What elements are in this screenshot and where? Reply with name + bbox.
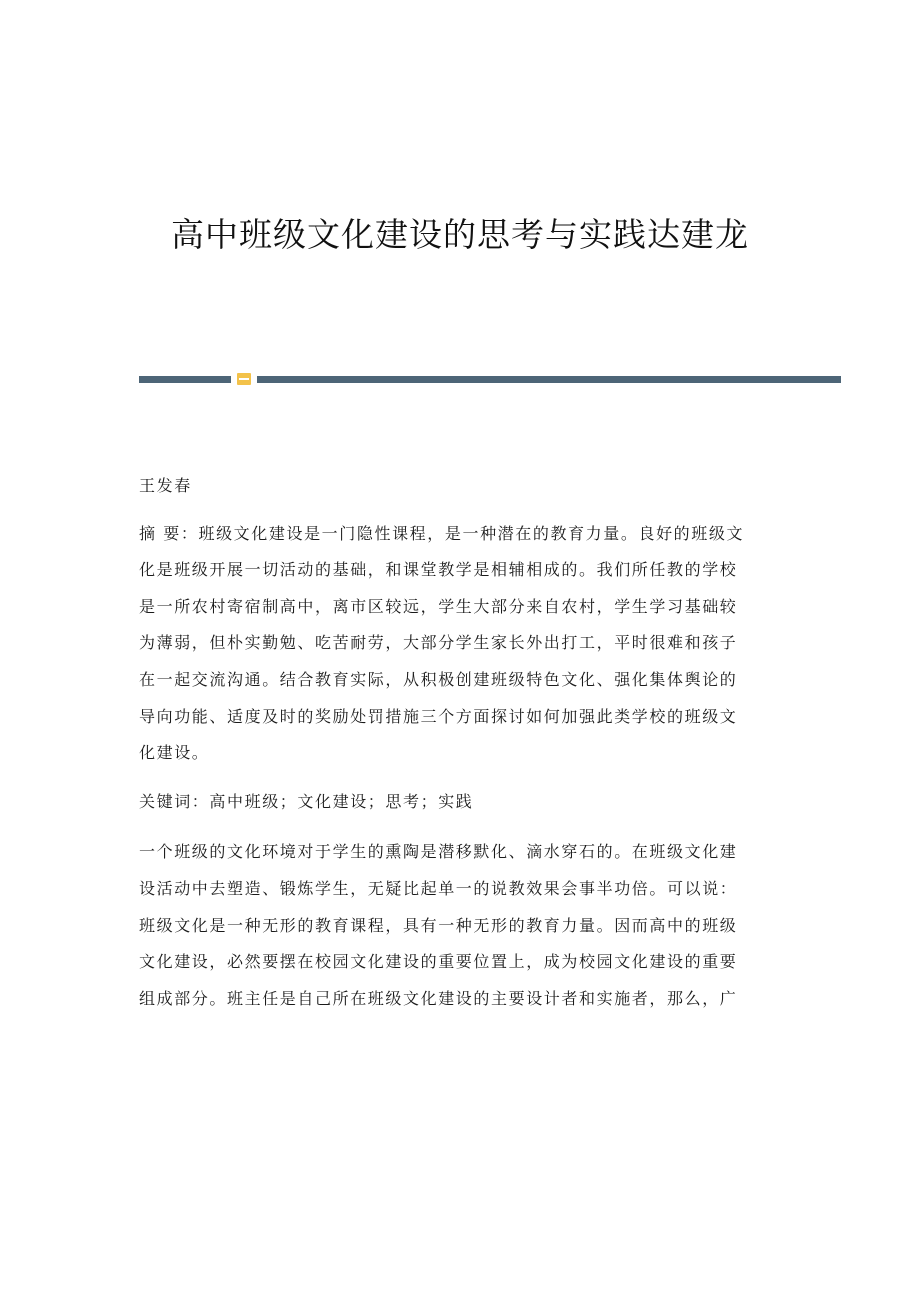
- abstract-paragraph: [139, 516, 784, 772]
- body-line: 文化建设，必然要摆在校园文化建设的重要位置上，成为校园文化建设的重要: [139, 952, 738, 972]
- body-paragraph: [139, 834, 784, 1017]
- title-divider: [139, 372, 841, 386]
- document-body: [139, 468, 784, 1017]
- abstract-line: 化是班级开展一切活动的基础，和课堂教学是相辅相成的。我们所任教的学校: [139, 560, 738, 580]
- author-name: 王发春: [139, 476, 192, 495]
- body-line: 班级文化是一种无形的教育课程，具有一种无形的教育力量。因而高中的班级: [139, 915, 738, 935]
- divider-bar-left: [139, 376, 231, 383]
- abstract-line: 化建设。: [139, 743, 210, 763]
- body-line: 设活动中去塑造、锻炼学生，无疑比起单一的说教效果会事半功倍。可以说：: [139, 878, 738, 898]
- abstract-line: 摘 要：班级文化建设是一门隐性课程，是一种潜在的教育力量。良好的班级文: [139, 523, 745, 543]
- abstract-line: 是一所农村寄宿制高中，离市区较远，学生大部分来自农村，学生学习基础较: [139, 596, 738, 616]
- document-title: 高中班级文化建设的思考与实践达建龙: [171, 215, 749, 254]
- abstract-line: 在一起交流沟通。结合教育实际，从积极创建班级特色文化、强化集体舆论的: [139, 669, 738, 689]
- divider-bar-right: [257, 376, 841, 383]
- abstract-line: 为薄弱，但朴实勤勉、吃苦耐劳，大部分学生家长外出打工，平时很难和孩子: [139, 633, 738, 653]
- body-line: 一个班级的文化环境对于学生的熏陶是潜移默化、滴水穿石的。在班级文化建: [139, 842, 738, 862]
- divider-marker-icon: [237, 373, 251, 385]
- keywords-line: 关键词：高中班级；文化建设；思考；实践: [139, 791, 474, 811]
- abstract-line: 导向功能、适度及时的奖励处罚措施三个方面探讨如何加强此类学校的班级文: [139, 706, 738, 726]
- body-line: 组成部分。班主任是自己所在班级文化建设的主要设计者和实施者，那么，广: [139, 988, 738, 1008]
